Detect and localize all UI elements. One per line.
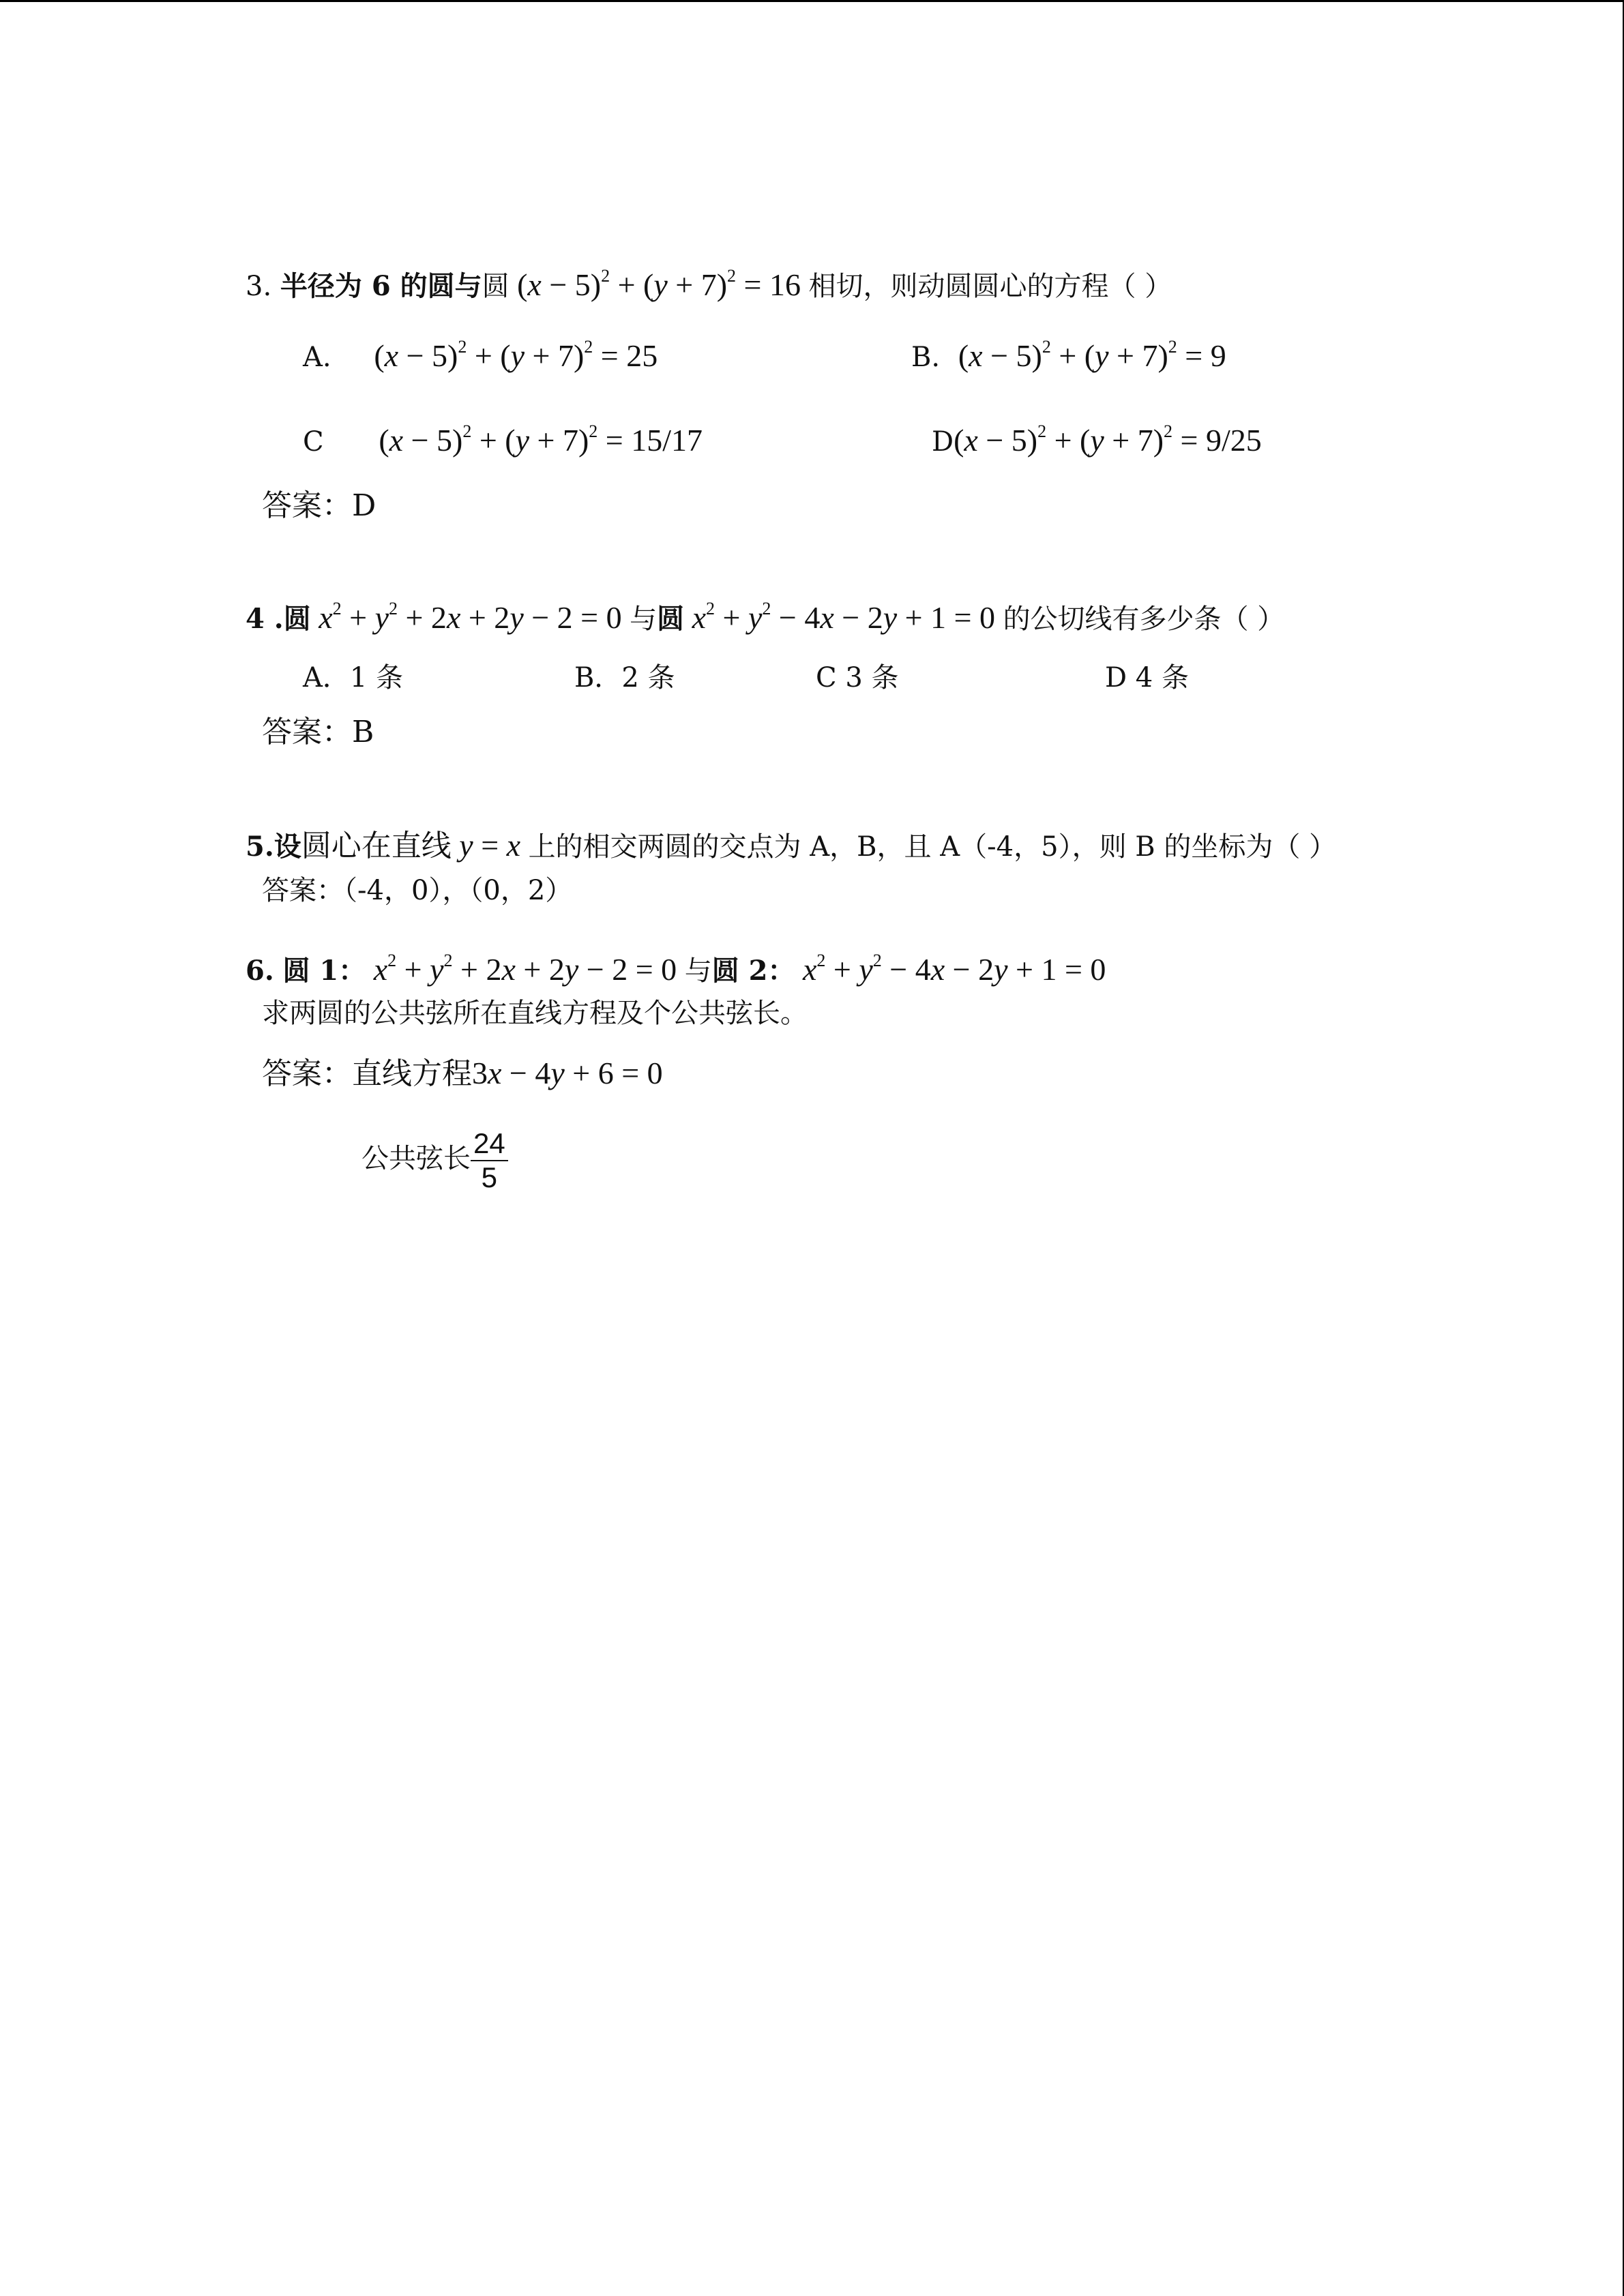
stem-text: 圆心在直线 <box>301 829 452 863</box>
question-4-option-d: D 4 条 <box>1105 662 1189 694</box>
circle-2-label: 圆 2： <box>711 955 795 987</box>
question-6-text: 求两圆的公共弦所在直线方程及个公共弦长。 <box>262 998 808 1029</box>
equation-1: $x^2 + y^2 + 2x + 2y - 2 = 0$ <box>373 951 685 987</box>
bold-word: 设 <box>274 831 301 863</box>
stem-text: 上的相交两圆的交点为 A，B，且 A（-4，5），则 B 的坐标为（ ） <box>528 831 1337 863</box>
question-4-option-b: B．2 条 <box>574 662 675 694</box>
option-equation: $(x - 5)^2 + (y + 7)^2 = 15/17$ <box>379 421 703 458</box>
question-3-option-b <box>911 338 1226 375</box>
option-value: 25 <box>626 338 658 373</box>
and-word: 与 <box>630 603 658 635</box>
option-equation: $(x - 5)^2 + (y + 7)^2 = 9$ <box>958 337 1226 373</box>
circle-word: 圆 <box>657 603 685 635</box>
fraction-numerator: 24 <box>471 1127 508 1161</box>
question-6-stem <box>246 952 1106 989</box>
equation-2: $x^2 + y^2 - 4x - 2y + 1 = 0$ <box>692 599 1003 635</box>
option-equation: $(x - 5)^2 + (y + 7)^2 = 25$ <box>374 337 658 373</box>
question-5-stem <box>246 828 1336 865</box>
chord-fraction <box>471 1127 508 1194</box>
circle-1-label: 圆 1： <box>282 955 366 987</box>
equation: y = x <box>459 828 521 863</box>
question-4-option-c: C 3 条 <box>816 662 899 694</box>
circle-word: 圆 <box>283 603 311 635</box>
question-4-stem <box>246 600 1284 637</box>
question-number: 6. <box>246 955 274 987</box>
option-value: 9 <box>1210 338 1226 373</box>
chord-label: 公共弦长 <box>361 1143 471 1174</box>
question-number: 4 . <box>246 603 284 635</box>
answer-label: 答案：直线方程 <box>262 1056 472 1091</box>
question-3-answer: 答案：D <box>262 488 377 523</box>
option-label: D <box>932 426 954 458</box>
option-value: 9/25 <box>1206 423 1262 458</box>
question-3-stem <box>246 267 1172 304</box>
option-equation: $(x - 5)^2 + (y + 7)^2 = 9/25$ <box>954 421 1262 458</box>
equation-1: $x^2 + y^2 + 2x + 2y - 2 = 0$ <box>319 599 630 635</box>
question-number: 3. <box>246 271 272 302</box>
stem-tail: 的公切线有多少条（ ） <box>1003 603 1285 635</box>
question-3-option-a <box>303 338 658 375</box>
equation-2: $x^2 + y^2 - 4x - 2y + 1 = 0$ <box>802 951 1106 987</box>
equation: $(x - 5)^2 + (y + 7)^2 = 16$ <box>509 266 809 302</box>
and-word: 与 <box>684 955 712 987</box>
question-number: 5. <box>246 831 274 863</box>
question-4-option-a: A．1 条 <box>303 662 404 694</box>
stem-text: 圆 <box>482 271 510 302</box>
option-label: C <box>303 426 324 458</box>
question-6-chord-length <box>361 1121 508 1196</box>
question-5-answer: 答案：（-4，0），（0，2） <box>262 875 573 906</box>
answer-equation: 3x − 4y + 6 = 0 <box>472 1056 663 1090</box>
option-label: A. <box>303 342 331 373</box>
page-top-border <box>0 0 1624 2</box>
fraction-denominator: 5 <box>481 1161 498 1193</box>
question-3-option-c <box>303 423 703 460</box>
question-6-answer <box>262 1056 663 1092</box>
question-4-answer: 答案：B <box>262 715 374 749</box>
question-3-option-d <box>932 423 1262 460</box>
question-stem-bold: 半径为 6 的圆与 <box>280 270 482 302</box>
stem-text: 相切，则动圆圆心的方程（ ） <box>808 271 1172 302</box>
option-label: B. <box>911 342 941 373</box>
option-value: 15/17 <box>631 423 703 458</box>
